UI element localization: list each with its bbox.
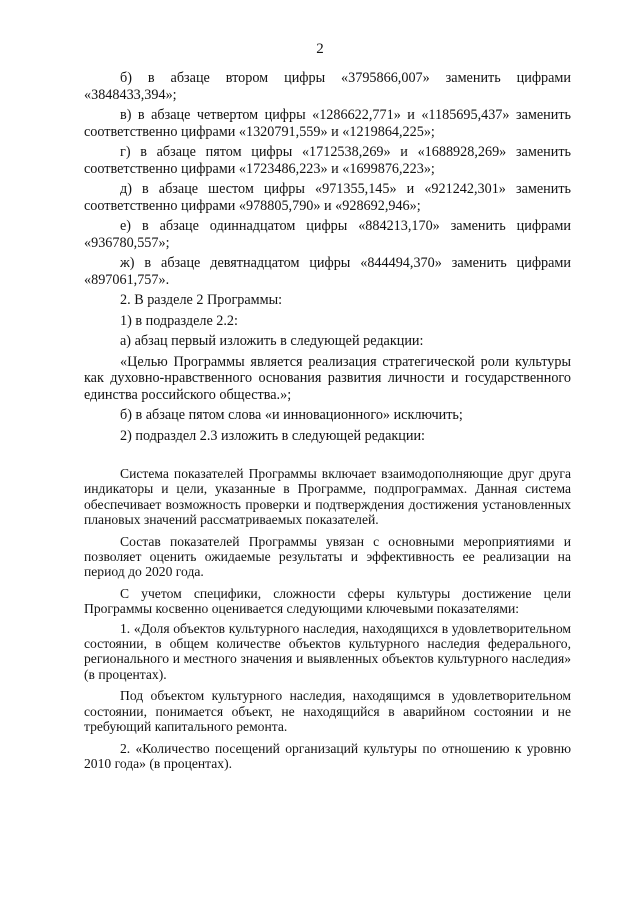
- paragraph-v: в) в абзаце четвертом цифры «1286622,771» и «1185695,437» заменить соответственно цифрами «1320791,559» и «1219864,225»;: [84, 107, 571, 140]
- indicator-item-1: 1. «Доля объектов культурного наследия, находящихся в удовлетворительном состоянии, в общем количестве объектов культурного наследия федерального, регионального и местного значения и выявленных объектов культурного наследия» (в процентах).: [84, 620, 571, 682]
- paragraph-section-2: 2. В разделе 2 Программы:: [120, 292, 283, 308]
- paragraph-specifics: С учетом специфики, сложности сферы культуры достижение цели Программы косвенно оценивается следующими ключевыми показателями:: [84, 585, 571, 617]
- paragraph-system: Система показателей Программы включает взаимодополняющие друг друга индикаторы и цели, указанные в Программе, подпрограммах. Данная система обеспечивает возможность проверки и подтверждения достижения установленных плановых значений рассматриваемых показателей.: [84, 466, 571, 528]
- paragraph-goal-quote: «Целью Программы является реализация стратегической роли культуры как духовно-нравственного основания развития личности и государственного единства российского общества.»;: [84, 353, 571, 403]
- paragraph-b2: б) в абзаце пятом слова «и инновационного» исключить;: [120, 407, 463, 423]
- paragraph-g: г) в абзаце пятом цифры «1712538,269» и «1688928,269» заменить соответственно цифрами «1723486,223» и «1699876,223»;: [84, 144, 571, 177]
- paragraph-e: е) в абзаце одиннадцатом цифры «884213,170» заменить цифрами «936780,557»;: [84, 218, 571, 251]
- paragraph-object-definition: Под объектом культурного наследия, находящимся в удовлетворительном состоянии, понимается объект, не находящийся в аварийном состоянии и не требующий капитального ремонта.: [84, 688, 571, 735]
- paragraph-composition: Состав показателей Программы увязан с основными мероприятиями и позволяет оценить ожидаемые результаты и эффективность ее реализации на период до 2020 года.: [84, 533, 571, 580]
- paragraph-d: д) в абзаце шестом цифры «971355,145» и «921242,301» заменить соответственно цифрами «978805,790» и «928692,946»;: [84, 181, 571, 214]
- page-number: 2: [316, 41, 324, 57]
- paragraph-subsection-1: 1) в подразделе 2.2:: [120, 312, 238, 329]
- paragraph-b: б) в абзаце втором цифры «3795866,007» заменить цифрами «3848433,394»;: [84, 70, 571, 103]
- paragraph-a: а) абзац первый изложить в следующей редакции:: [120, 333, 424, 349]
- document-body: [84, 70, 571, 771]
- paragraph-zh: ж) в абзаце девятнадцатом цифры «844494,370» заменить цифрами «897061,757».: [84, 255, 571, 288]
- paragraph-subsection-2: 2) подраздел 2.3 изложить в следующей редакции:: [120, 427, 425, 444]
- indicator-item-2: 2. «Количество посещений организаций культуры по отношению к уровню 2010 года» (в процентах).: [84, 740, 571, 771]
